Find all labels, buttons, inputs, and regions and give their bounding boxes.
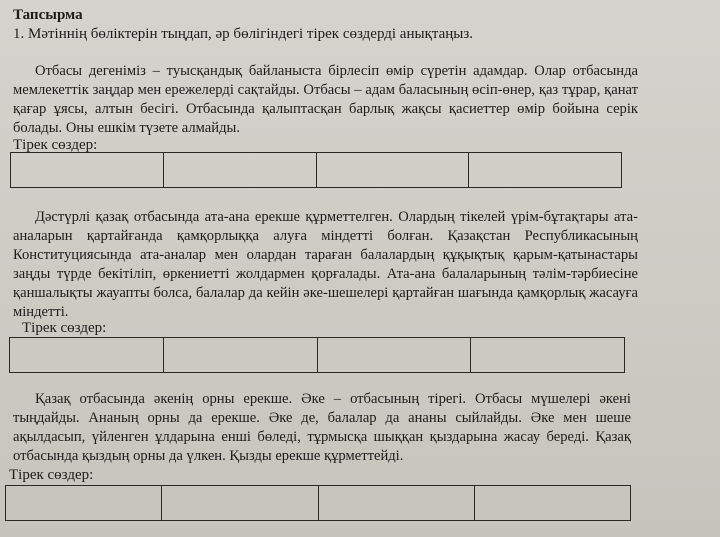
paragraph-2 <box>13 208 638 322</box>
keyword-cell[interactable] <box>317 153 470 187</box>
keyword-cell[interactable] <box>319 486 475 520</box>
keywords-row-3 <box>5 485 631 521</box>
keyword-cell[interactable] <box>475 486 630 520</box>
paragraph-1 <box>13 62 638 138</box>
task-instruction: 1. Мәтіннің бөліктерін тыңдап, әр бөлігіндегі тірек сөздерді анықтаңыз. <box>13 26 474 42</box>
keywords-label-1: Тірек сөздер: <box>13 137 98 153</box>
keyword-cell[interactable] <box>164 153 317 187</box>
keyword-cell[interactable] <box>10 338 164 372</box>
keyword-cell[interactable] <box>11 153 164 187</box>
paragraph-1-text: Отбасы дегеніміз – туысқандық байланыста бірлесіп өмір сүретін адамдар. Олар отбасында мемлекеттік заңдар мен ережелерді сақтайды. Отбасы – адам баласының өсіп-өнер, қаз тұрар, қанат қағар ұясы, алтын бесігі. Отбасында қалыптасқан барлық жақсы қасиеттер өмір бойына серік болады. Оны ешкім түзете алмайды. <box>13 63 638 136</box>
paragraph-3 <box>13 390 631 466</box>
keyword-cell[interactable] <box>318 338 472 372</box>
keywords-label-2: Тірек сөздер: <box>22 320 107 336</box>
worksheet-title: Тапсырма <box>13 7 83 23</box>
paragraph-2-text: Дәстүрлі қазақ отбасында ата-ана ерекше құрметтелген. Олардың тікелей үрім-бұтақтары ата-аналарын қартайғанда қамқорлыққа алуға міндетті болған. Қазақстан Республикасының Конституциясында ата-аналар мен олардан тараған балалардың құқықтық қарым-қатынастары заңды түрде бекітіліп, өркениетті жолдармен қорғалады. Ата-ана балаларының тәлім-тәрбиесіне қаншалықты жауапты болса, балалар да кейін әке-шешелері қартайған шағында қамқорлық жасауға міндетті. <box>13 209 638 320</box>
keyword-cell[interactable] <box>164 338 318 372</box>
paragraph-3-text: Қазақ отбасында әкенің орны ерекше. Әке – отбасының тірегі. Отбасы мүшелері әкені тыңдайды. Ананың орны да ерекше. Әке де, балалар да ананы сыйлайды. Әке мен шеше ақылдасып, үйленген ұлдарына енші бөледі, тұрмысқа шыққан қыздарына жасау береді. Қазақ отбасында қыздың орны да үлкен. Қызды ерекше құрметтейді. <box>13 391 631 464</box>
keywords-label-3: Тірек сөздер: <box>9 467 94 483</box>
keyword-cell[interactable] <box>162 486 318 520</box>
keyword-cell[interactable] <box>469 153 621 187</box>
keyword-cell[interactable] <box>471 338 624 372</box>
keyword-cell[interactable] <box>6 486 162 520</box>
keywords-row-2 <box>9 337 625 373</box>
keywords-row-1 <box>10 152 622 188</box>
